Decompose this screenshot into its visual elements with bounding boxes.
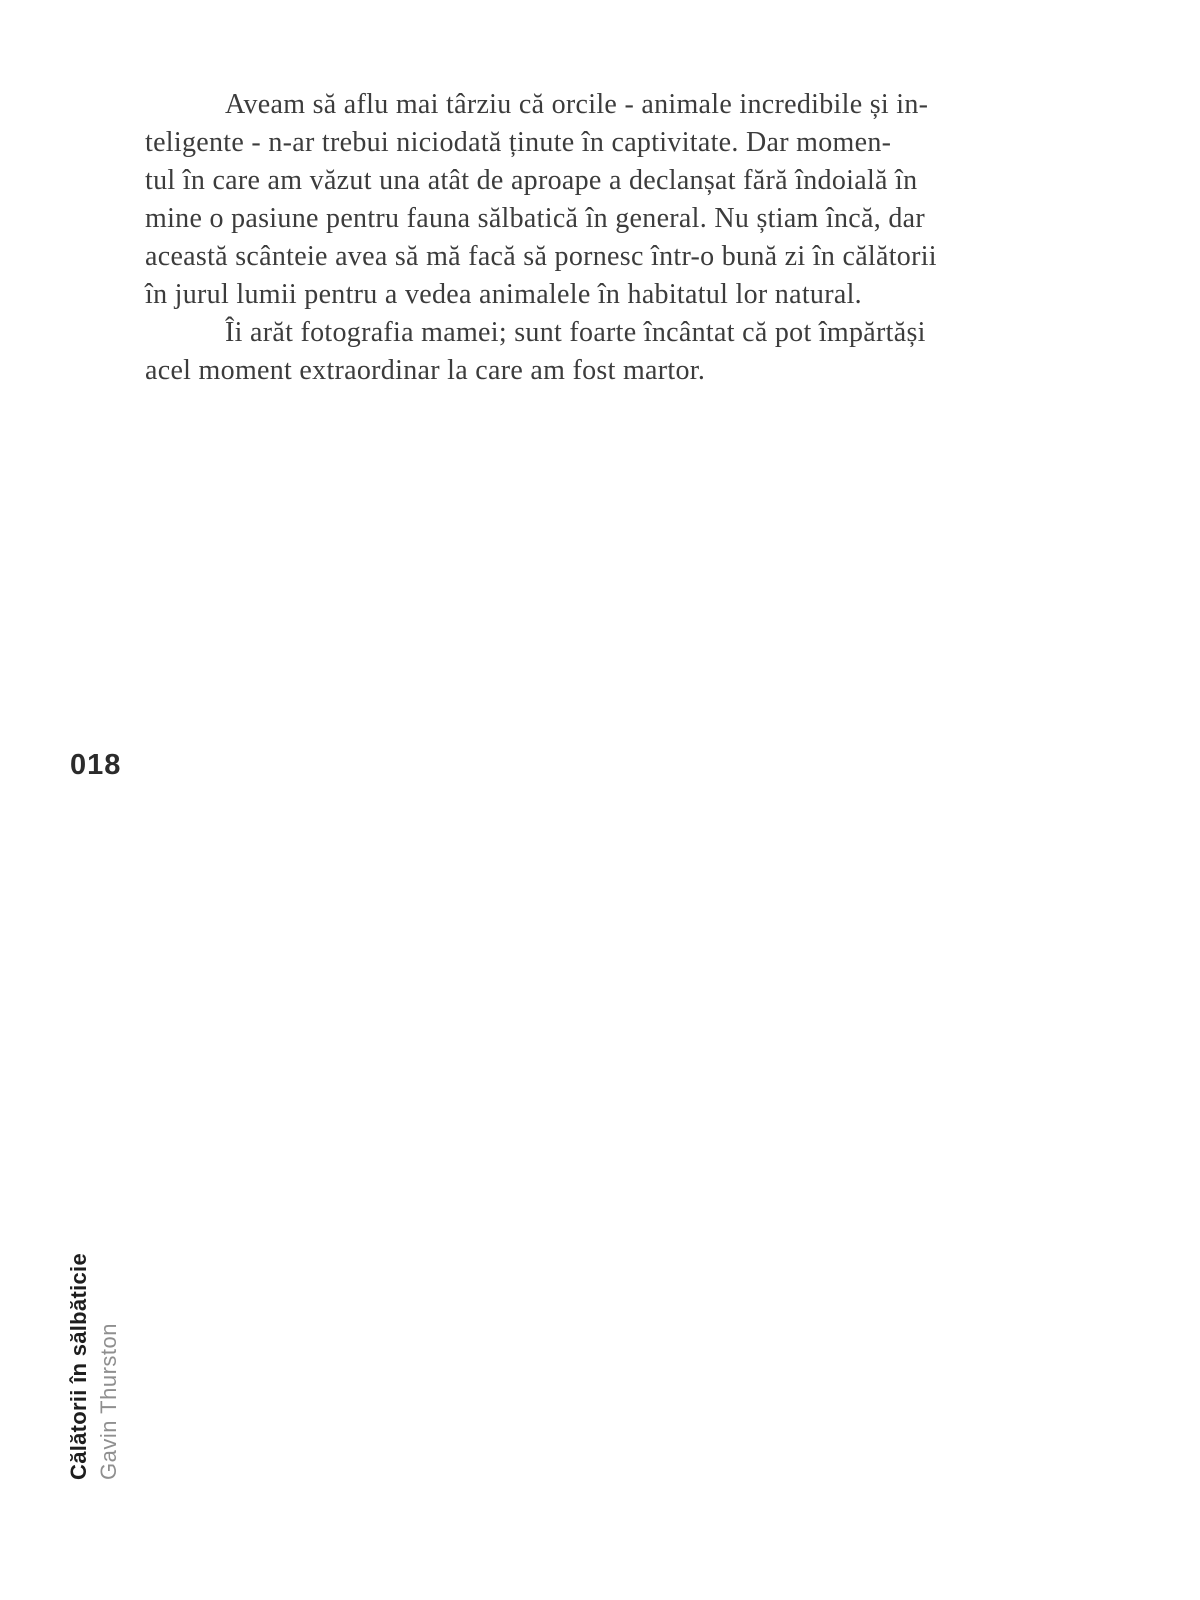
text-line: mine o pasiune pentru fauna sălbatică în general. Nu știam încă, dar — [145, 203, 926, 234]
text-line: acel moment extraordinar la care am fost martor. — [145, 355, 706, 386]
book-author: Gavin Thurston — [96, 1322, 121, 1480]
text-line: Aveam să aflu mai târziu că orcile - animale incredibile și in- — [225, 89, 929, 120]
text-line: Îi arăt fotografia mamei; sunt foarte încântat că pot împărtăși — [225, 317, 926, 348]
spine-text — [63, 1253, 123, 1480]
text-line: în jurul lumii pentru a vedea animalele în habitatul lor natural. — [145, 279, 862, 310]
text-line: această scânteie avea să mă facă să pornesc într-o bună zi în călătorii — [145, 241, 937, 272]
text-line: tul în care am văzut una atât de aproape a declanșat fără îndoială în — [145, 165, 918, 196]
page-number: 018 — [70, 749, 122, 781]
body-text-block — [145, 86, 1050, 390]
paragraph-2 — [145, 314, 1050, 390]
text-line: teligente - n-ar trebui niciodată ținute în captivitate. Dar momen- — [145, 127, 892, 158]
book-title: Călătorii în sălbăticie — [66, 1253, 91, 1480]
paragraph-1 — [145, 86, 1050, 314]
